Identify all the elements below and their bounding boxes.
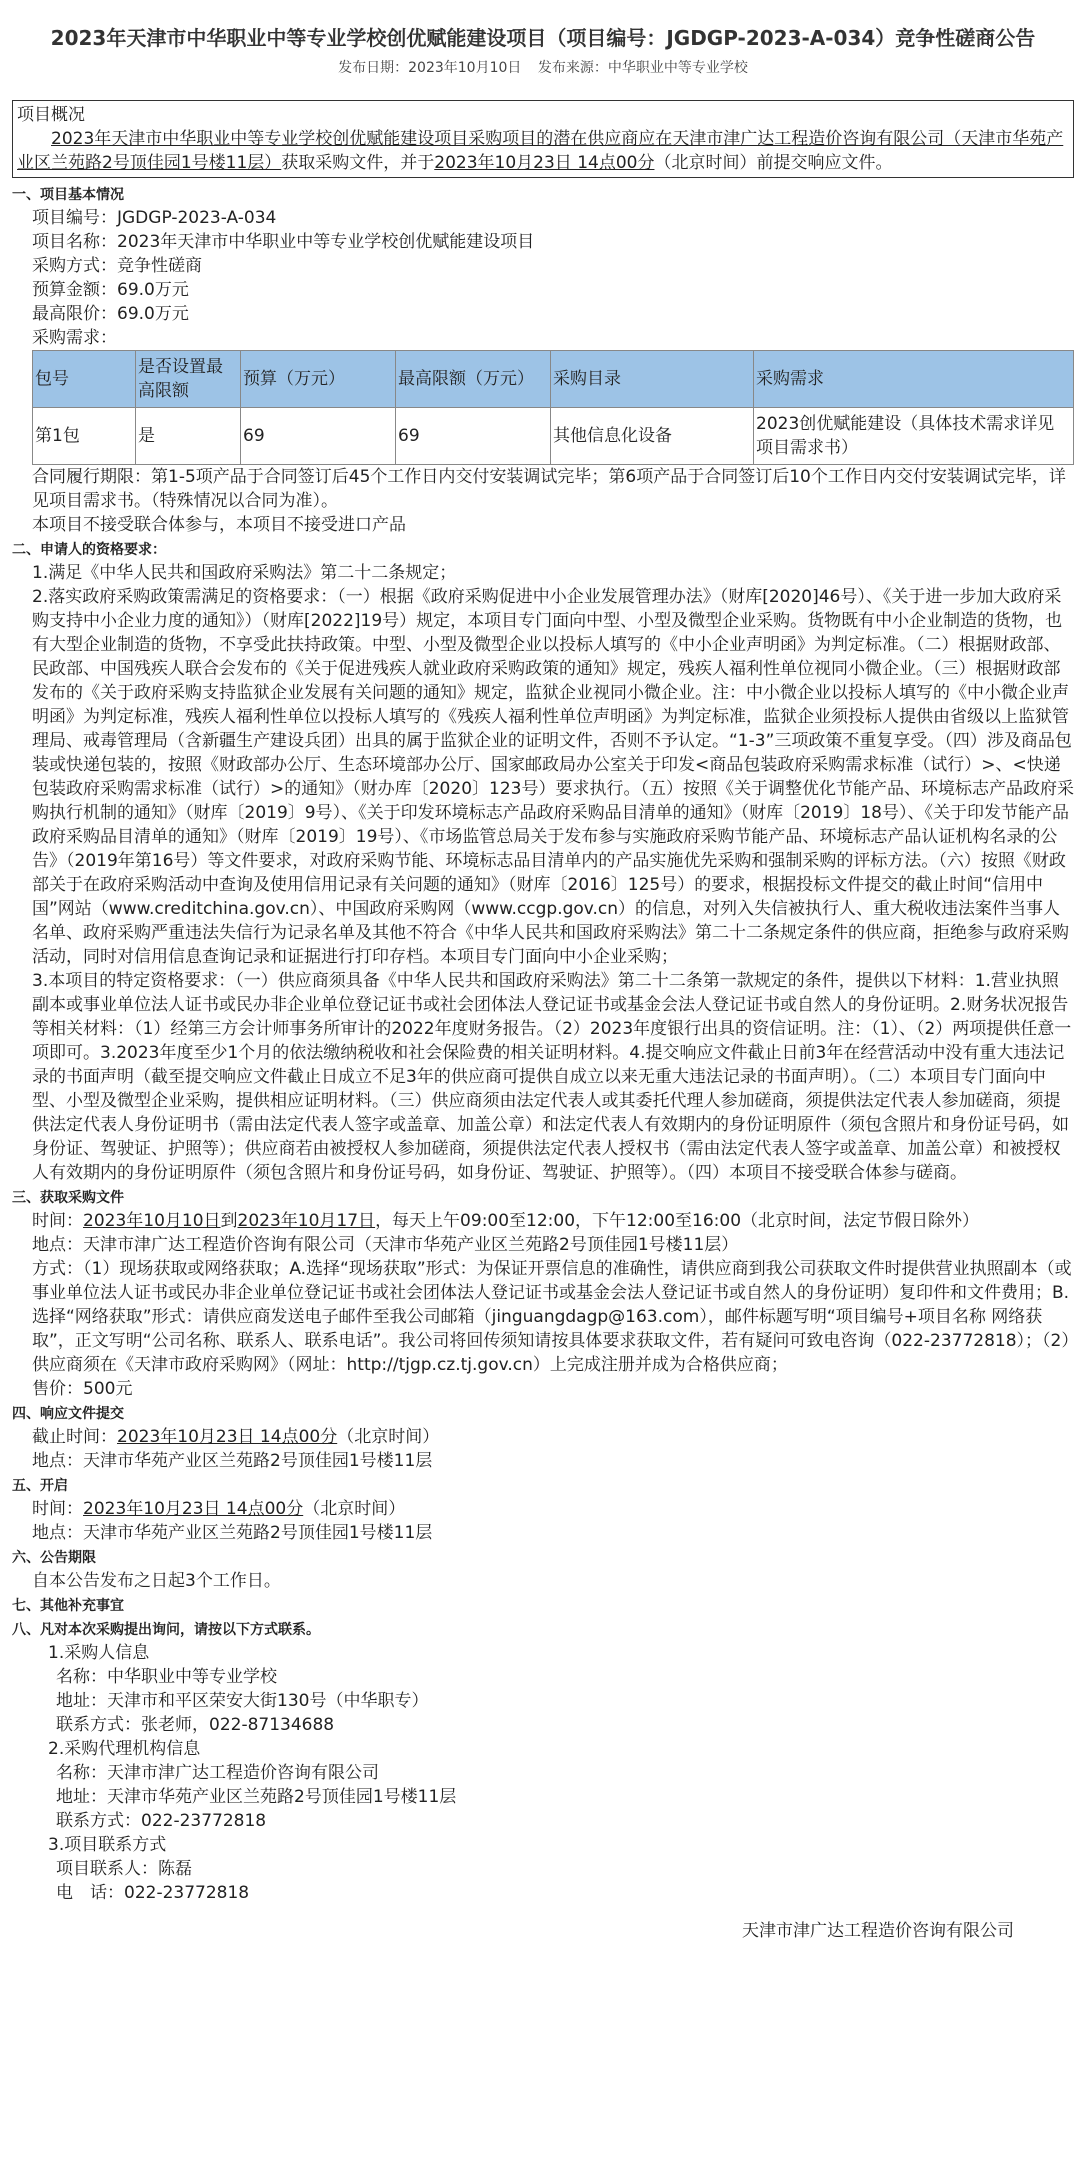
open-time-label: 时间：	[32, 1499, 83, 1519]
open-time-tz: （北京时间）	[303, 1499, 406, 1519]
deadline-label: 截止时间：	[32, 1427, 117, 1447]
time-start: 2023年10月10日	[83, 1211, 221, 1231]
section-8-heading: 八、凡对本次采购提出询问，请按以下方式联系。	[12, 1622, 320, 1638]
open-time-value: 2023年10月23日 14点00分	[83, 1499, 304, 1519]
open-place: 地点：天津市华苑产业区兰苑路2号顶佳园1号楼11层	[32, 1523, 433, 1543]
publish-date: 发布日期：2023年10月10日	[338, 60, 522, 76]
contact-purchaser-address: 地址：天津市和平区荣安大街130号（中华职专）	[56, 1691, 429, 1711]
contact-project-title: 3.项目联系方式	[48, 1835, 167, 1855]
time-end: 2023年10月17日	[237, 1211, 376, 1231]
td-catalog: 其他信息化设备	[551, 408, 754, 465]
overview-mid: 获取采购文件，并于	[281, 153, 435, 173]
section-2-body	[12, 561, 1074, 1185]
open-time	[32, 1497, 1074, 1521]
section-5-body	[12, 1497, 1074, 1545]
contact-project-person: 项目联系人：陈磊	[56, 1859, 192, 1879]
qualification-item: 1.满足《中华人民共和国政府采购法》第二十二条规定；	[32, 563, 457, 583]
section-3-heading: 三、获取采购文件	[12, 1190, 124, 1206]
package-table	[32, 350, 1074, 465]
section-4-heading: 四、响应文件提交	[12, 1406, 124, 1422]
contact-purchaser-phone: 联系方式：张老师，022-87134688	[56, 1715, 335, 1735]
section-7-heading: 七、其他补充事宜	[12, 1598, 124, 1614]
max-price: 最高限价：69.0万元	[32, 304, 189, 324]
th-catalog: 采购目录	[551, 351, 754, 408]
qualification-item: 3.本项目的特定资格要求：（一）供应商须具备《中华人民共和国政府采购法》第二十二条第一款规定的条件，提供以下材料：1.营业执照副本或事业单位法人证书或民办非企业单位登记证书或社会团体法人登记证书或基金会法人登记证书或自然人的身份证明。2.财务状况报告等相关材料：（1）经第三方会计师事务所审计的2022年度财务报告。（2）2023年度银行出具的资信证明。注：（1）、（2）两项提供任意一项即可。3.2023年度至少1个月的依法缴纳税收和社会保险费的相关证明材料。4.提交响应文件截止日前3年在经营活动中没有重大违法记录的书面声明（截至提交响应文件截止日成立不足3年的供应商可提供自成立以来无重大违法记录的书面声明）。（二）本项目专门面向中型、小型及微型企业采购，提供相应证明材料。（三）供应商须由法定代表人或其委托代理人参加磋商，须提供法定代表人参加磋商，须提供法定代表人身份证明书（需由法定代表人签字或盖章、加盖公章）和法定代表人有效期内的身份证明原件（须包含照片和身份证号码，如身份证、驾驶证、护照等）；供应商若由被授权人参加磋商，须提供法定代表人授权书（需由法定代表人签字或盖章、加盖公章）和被授权人有效期内的身份证明原件（须包含照片和身份证号码，如身份证、驾驶证、护照等）。（四）本项目不接受联合体参与磋商。	[32, 971, 1072, 1183]
contact-agency-name: 名称：天津市津广达工程造价咨询有限公司	[56, 1763, 379, 1783]
section-1-after	[12, 465, 1074, 537]
overview-deadline: 2023年10月23日 14点00分	[434, 153, 655, 173]
time-to: 到	[220, 1211, 238, 1231]
deadline-value: 2023年10月23日 14点00分	[117, 1427, 338, 1447]
contact-agency-title: 2.采购代理机构信息	[48, 1739, 201, 1759]
td-package: 第1包	[33, 408, 136, 465]
overview-heading: 项目概况	[17, 105, 85, 125]
td-demand: 2023创优赋能建设（具体技术需求详见项目需求书）	[754, 408, 1074, 465]
contact-purchaser-title: 1.采购人信息	[48, 1643, 150, 1663]
acquire-method: 方式：（1）现场获取或网络获取；A.选择“现场获取”形式：为保证开票信息的准确性，请供应商到我公司获取文件时提供营业执照副本（或事业单位法人证书或民办非企业单位登记证书或社会团体法人登记证书或基金会法人登记证书或自然人的身份证明）复印件和文件费用；B.选择“网络获取”形式：请供应商发送电子邮件至我公司邮箱（jinguangdagp@163.com），邮件标题写明“项目编号+项目名称 网络获取”，正文写明“公司名称、联系人、联系电话”。我公司将回传须知请按具体要求获取文件，若有疑问可致电咨询（022-23772818）；（2）供应商须在《天津市政府采购网》（网址：http://tjgp.cz.tj.gov.cn）上完成注册并成为合格供应商；	[32, 1259, 1072, 1375]
table-header-row	[33, 351, 1074, 408]
section-1-heading: 一、项目基本情况	[12, 187, 124, 203]
table-row	[33, 408, 1074, 465]
signature: 天津市津广达工程造价咨询有限公司	[742, 1921, 1014, 1941]
section-6-heading: 六、公告期限	[12, 1550, 96, 1566]
submit-deadline	[32, 1425, 1074, 1449]
submit-place: 地点：天津市华苑产业区兰苑路2号顶佳园1号楼11层	[32, 1451, 433, 1471]
qualification-item: 2.落实政府采购政策需满足的资格要求：（一）根据《政府采购促进中小企业发展管理办法》（财库[2020]46号）、《关于进一步加大政府采购支持中小企业力度的通知》）（财库[2022]19号）规定，本项目专门面向中型、小型及微型企业采购。货物既有中小企业制造的货物，也有大型企业制造的货物，不享受此扶持政策。中型、小型及微型企业以投标人填写的《中小企业声明函》为判定标准。（二）根据财政部、民政部、中国残疾人联合会发布的《关于促进残疾人就业政府采购政策的通知》规定，残疾人福利性单位视同小微企业。（三）根据财政部发布的《关于政府采购支持监狱企业发展有关问题的通知》规定，监狱企业视同小微企业。注：中小微企业以投标人填写的《中小微企业声明函》为判定标准，残疾人福利性单位以投标人填写的《残疾人福利性单位声明函》为判定标准，监狱企业须投标人提供由省级以上监狱管理局、戒毒管理局（含新疆生产建设兵团）出具的属于监狱企业的证明文件，否则不予认定。“1-3”三项政策不重复享受。（四）涉及商品包装或快递包装的，按照《财政部办公厅、生态环境部办公厅、国家邮政局办公室关于印发<商品包装政府采购需求标准（试行）>、<快递包装政府采购需求标准（试行）>的通知》（财办库〔2020〕123号）要求执行。（五）按照《关于调整优化节能产品、环境标志产品政府采购执行机制的通知》（财库〔2019〕9号）、《关于印发环境标志产品政府采购品目清单的通知》（财库〔2019〕18号）、《关于印发节能产品政府采购品目清单的通知》（财库〔2019〕19号）、《市场监管总局关于发布参与实施政府采购节能产品、环境标志产品认证机构名录的公告》（2019年第16号）等文件要求，对政府采购节能、环境标志品目清单内的产品实施优先采购和强制采购的评标方法。（六）按照《财政部关于在政府采购活动中查询及使用信用记录有关问题的通知》（财库〔2016〕125号）的要求，根据投标文件提交的截止时间“信用中国”网站（www.creditchina.gov.cn）、中国政府采购网（www.ccgp.gov.cn）的信息，对列入失信被执行人、重大税收违法案件当事人名单、政府采购严重违法失信行为记录名单及其他不符合《中华人民共和国政府采购法》第二十二条规定条件的供应商，拒绝参与政府采购活动，同时对信用信息查询记录和证据进行打印存档。本项目专门面向中小企业采购；	[32, 587, 1074, 967]
time-label: 时间：	[32, 1211, 83, 1231]
project-name: 项目名称：2023年天津市中华职业中等专业学校创优赋能建设项目	[32, 232, 535, 252]
section-1-body	[12, 206, 1074, 350]
td-budget: 69	[241, 408, 396, 465]
contact-agency-address: 地址：天津市华苑产业区兰苑路2号顶佳园1号楼11层	[56, 1787, 457, 1807]
th-package: 包号	[33, 351, 136, 408]
section-4-body	[12, 1425, 1074, 1473]
overview-box	[12, 100, 1074, 178]
procurement-method: 采购方式：竞争性磋商	[32, 256, 202, 276]
time-rest: ，每天上午09:00至12:00，下午12:00至16:00（北京时间，法定节假日除外）	[375, 1211, 980, 1231]
td-max: 69	[396, 408, 551, 465]
requirements-label: 采购需求：	[32, 328, 117, 348]
th-budget: 预算（万元）	[241, 351, 396, 408]
deadline-tz: （北京时间）	[337, 1427, 440, 1447]
acquire-price: 售价：500元	[32, 1379, 133, 1399]
section-5-heading: 五、开启	[12, 1478, 68, 1494]
budget-amount: 预算金额：69.0万元	[32, 280, 189, 300]
section-3-body	[12, 1209, 1074, 1401]
td-limit-set: 是	[136, 408, 241, 465]
acquire-time	[32, 1209, 1074, 1233]
joint-venture-note: 本项目不接受联合体参与，本项目不接受进口产品	[32, 515, 406, 535]
contract-period: 合同履行期限：第1-5项产品于合同签订后45个工作日内交付安装调试完毕；第6项产品于合同签订后10个工作日内交付安装调试完毕，详见项目需求书。（特殊情况以合同为准）。	[32, 467, 1066, 511]
notice-period: 自本公告发布之日起3个工作日。	[32, 1571, 281, 1591]
section-2-heading: 二、申请人的资格要求：	[12, 542, 166, 558]
contact-agency-phone: 联系方式：022-23772818	[56, 1811, 267, 1831]
overview-tail: （北京时间）前提交响应文件。	[654, 153, 893, 173]
overview-text	[17, 127, 1069, 175]
th-limit-set: 是否设置最高限额	[136, 351, 241, 408]
overview-supplier: 2023年天津市中华职业中等专业学校创优赋能建设项目采购项目的潜在供应商应在天津市津广达工程造价咨询有限公司（天津市华苑产业区兰苑路2号顶佳园1号楼11层）	[17, 129, 1064, 173]
project-number: 项目编号：JGDGP-2023-A-034	[32, 208, 277, 228]
page-title: 2023年天津市中华职业中等专业学校创优赋能建设项目（项目编号：JGDGP-2023-A-034）竞争性磋商公告	[50, 26, 1036, 50]
contact-project-phone: 电 话：022-23772818	[56, 1883, 250, 1903]
contact-purchaser-name: 名称：中华职业中等专业学校	[56, 1667, 277, 1687]
meta-line	[12, 56, 1074, 80]
acquire-place: 地点：天津市津广达工程造价咨询有限公司（天津市华苑产业区兰苑路2号顶佳园1号楼11层）	[32, 1235, 739, 1255]
th-demand: 采购需求	[754, 351, 1074, 408]
th-max: 最高限额（万元）	[396, 351, 551, 408]
publish-source: 发布来源：中华职业中等专业学校	[537, 60, 748, 76]
